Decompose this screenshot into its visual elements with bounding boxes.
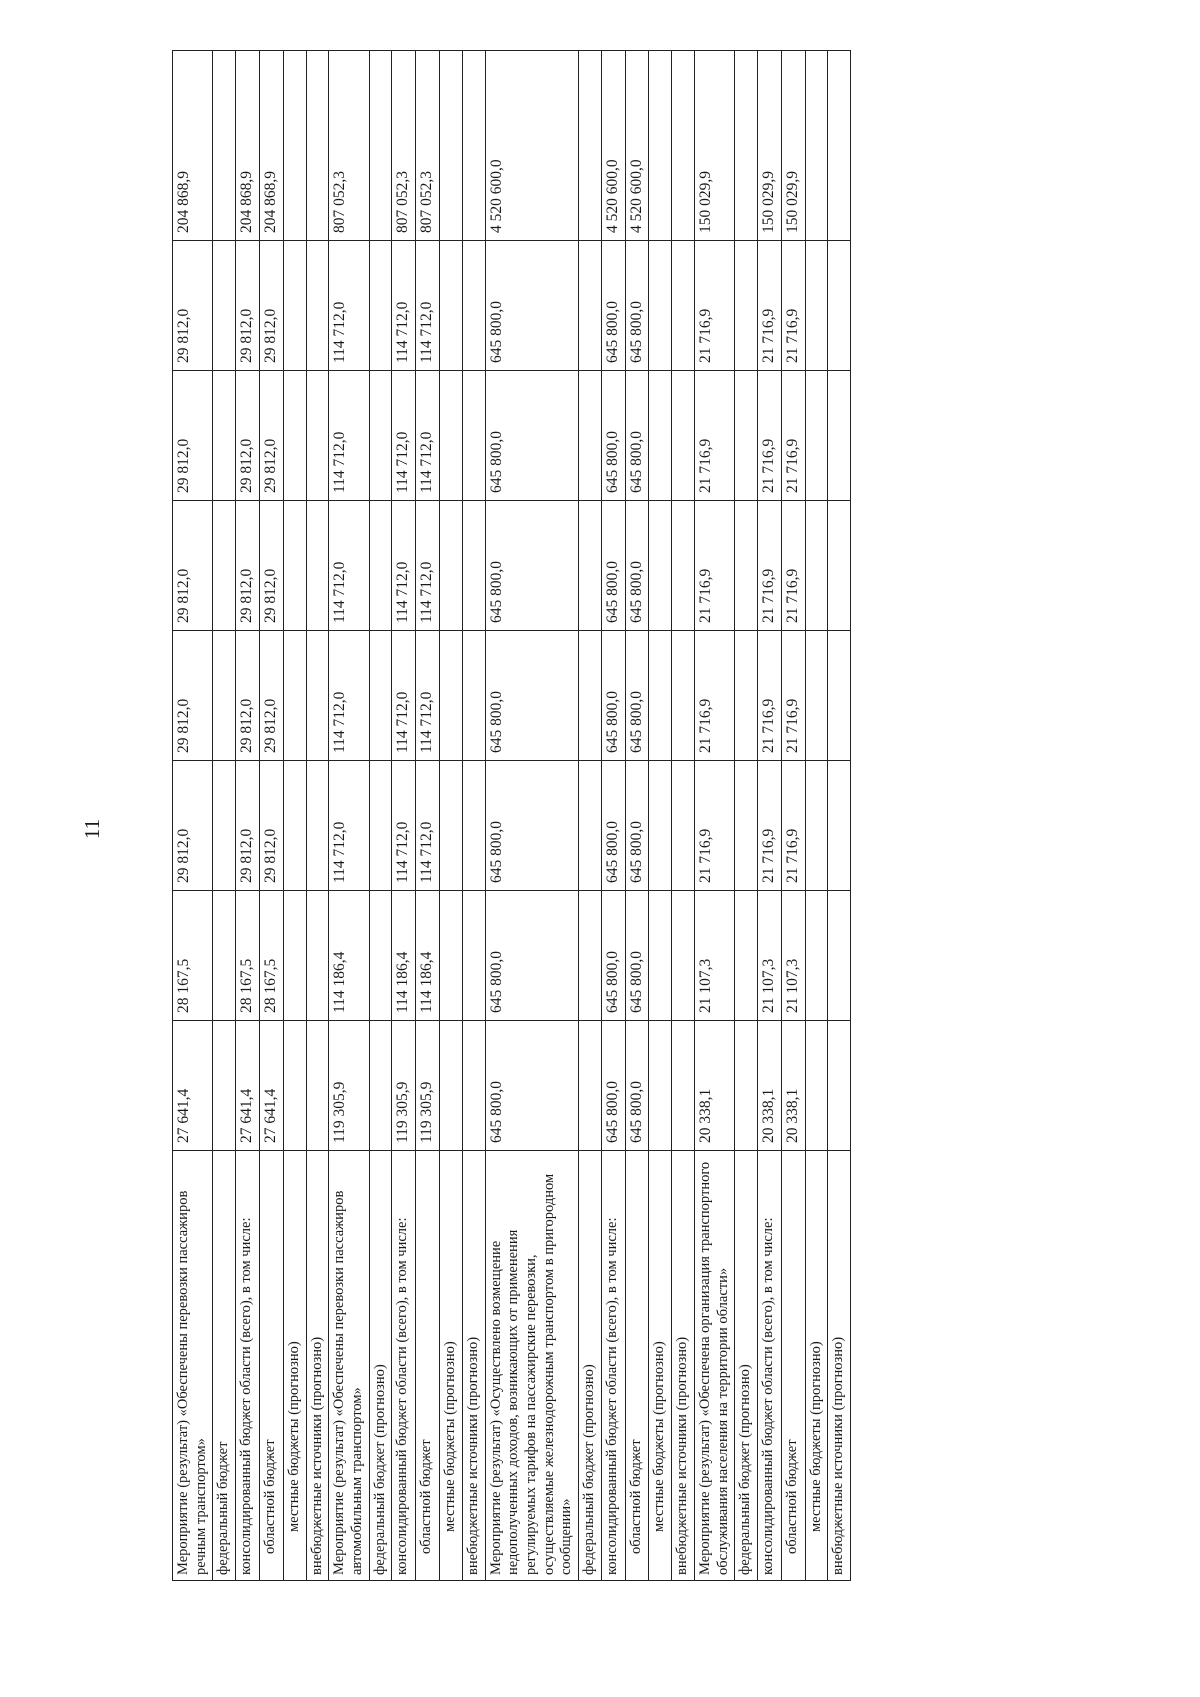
row-label: областной бюджет [416,1151,440,1581]
value-cell [649,1021,672,1151]
value-cell [283,371,306,501]
value-cell [672,891,695,1021]
table-row [649,51,672,1581]
total-cell: 150 029,9 [757,51,781,241]
total-cell: 807 052,3 [329,51,369,241]
value-cell: 119 305,9 [392,1021,416,1151]
value-cell: 20 338,1 [757,1021,781,1151]
value-cell [578,1021,601,1151]
table-row [805,51,828,1581]
row-label: внебюджетные источники (прогнозно) [672,1151,695,1581]
total-cell: 204 868,9 [236,51,260,241]
value-cell [440,241,463,371]
row-label: Мероприятие (результат) «Обеспечены перевозки пассажиров речным транспортом» [173,1151,213,1581]
value-cell [369,891,392,1021]
table-row [283,51,306,1581]
value-cell: 645 800,0 [625,371,649,501]
value-cell: 29 812,0 [173,761,213,891]
value-cell: 29 812,0 [236,631,260,761]
value-cell [306,241,329,371]
value-cell [306,501,329,631]
value-cell [306,1021,329,1151]
table-row [694,51,734,1581]
value-cell [578,891,601,1021]
value-cell [213,1021,236,1151]
value-cell: 114 712,0 [329,371,369,501]
row-label: внебюджетные источники (прогнозно) [462,1151,485,1581]
value-cell [649,241,672,371]
table-row [173,51,213,1581]
value-cell: 21 716,9 [757,501,781,631]
value-cell [805,1021,828,1151]
table-row [625,51,649,1581]
total-cell: 807 052,3 [392,51,416,241]
value-cell: 114 712,0 [329,761,369,891]
value-cell [213,241,236,371]
value-cell: 29 812,0 [259,371,283,501]
value-cell: 21 716,9 [781,241,805,371]
value-cell [369,761,392,891]
total-cell: 807 052,3 [416,51,440,241]
table-row [672,51,695,1581]
table-row [757,51,781,1581]
value-cell [805,501,828,631]
value-cell [440,631,463,761]
value-cell [805,371,828,501]
value-cell [735,891,758,1021]
value-cell: 29 812,0 [236,761,260,891]
row-label: федеральный бюджет (прогнозно) [578,1151,601,1581]
value-cell: 29 812,0 [259,241,283,371]
value-cell [672,631,695,761]
row-label: областной бюджет [259,1151,283,1581]
value-cell: 20 338,1 [781,1021,805,1151]
value-cell: 114 712,0 [392,761,416,891]
table-row [416,51,440,1581]
value-cell [828,501,851,631]
value-cell [828,631,851,761]
value-cell: 29 812,0 [236,241,260,371]
row-label: местные бюджеты (прогнозно) [805,1151,828,1581]
table-row [601,51,625,1581]
row-label: федеральный бюджет [213,1151,236,1581]
budget-table [172,50,851,1581]
value-cell [440,371,463,501]
value-cell: 29 812,0 [173,371,213,501]
value-cell [672,761,695,891]
value-cell [283,501,306,631]
value-cell [440,761,463,891]
row-label: Мероприятие (результат) «Обеспечены перевозки пассажиров автомобильным транспортом» [329,1151,369,1581]
total-cell: 150 029,9 [781,51,805,241]
row-label: местные бюджеты (прогнозно) [649,1151,672,1581]
value-cell: 21 716,9 [757,371,781,501]
total-cell: 4 520 600,0 [601,51,625,241]
value-cell [283,1021,306,1151]
value-cell: 21 716,9 [781,371,805,501]
table-row [392,51,416,1581]
value-cell: 28 167,5 [173,891,213,1021]
page-number: 11 [80,818,104,840]
table-row [735,51,758,1581]
value-cell: 645 800,0 [485,241,578,371]
value-cell [283,631,306,761]
value-cell [462,241,485,371]
value-cell [369,371,392,501]
value-cell: 114 712,0 [329,241,369,371]
value-cell: 21 107,3 [757,891,781,1021]
value-cell: 114 712,0 [392,501,416,631]
value-cell [462,631,485,761]
value-cell: 21 107,3 [781,891,805,1021]
row-label: Мероприятие (результат) «Осуществлено возмещение недополученных доходов, возникающих от применения регулируемых тарифов на пассажирские перевозки, осуществляемые железнодорожным транспортом в пригородном сообщении» [485,1151,578,1581]
value-cell [283,761,306,891]
table-row [440,51,463,1581]
value-cell: 27 641,4 [236,1021,260,1151]
value-cell [462,1021,485,1151]
value-cell: 21 716,9 [694,241,734,371]
table-body [173,51,851,1581]
value-cell [306,371,329,501]
total-cell [440,51,463,241]
value-cell [462,891,485,1021]
value-cell [672,1021,695,1151]
value-cell: 645 800,0 [601,241,625,371]
value-cell [440,891,463,1021]
total-cell [462,51,485,241]
value-cell: 114 186,4 [392,891,416,1021]
value-cell [213,761,236,891]
value-cell [462,761,485,891]
value-cell [462,501,485,631]
value-cell [828,241,851,371]
table-row [781,51,805,1581]
value-cell [306,761,329,891]
value-cell: 114 712,0 [392,371,416,501]
value-cell [828,891,851,1021]
value-cell: 114 712,0 [329,631,369,761]
value-cell: 28 167,5 [259,891,283,1021]
table-row [828,51,851,1581]
total-cell: 204 868,9 [173,51,213,241]
value-cell: 645 800,0 [601,631,625,761]
row-label: консолидированный бюджет области (всего), в том числе: [757,1151,781,1581]
value-cell: 29 812,0 [259,631,283,761]
value-cell: 645 800,0 [625,501,649,631]
row-label: областной бюджет [625,1151,649,1581]
value-cell: 645 800,0 [601,371,625,501]
table-row [329,51,369,1581]
value-cell: 114 186,4 [329,891,369,1021]
total-cell [369,51,392,241]
total-cell: 4 520 600,0 [625,51,649,241]
row-label: федеральный бюджет (прогнозно) [369,1151,392,1581]
value-cell: 28 167,5 [236,891,260,1021]
value-cell [649,891,672,1021]
value-cell: 21 716,9 [694,631,734,761]
value-cell [283,241,306,371]
value-cell: 645 800,0 [485,631,578,761]
value-cell: 114 712,0 [416,761,440,891]
value-cell [213,891,236,1021]
value-cell [735,371,758,501]
value-cell: 21 716,9 [757,241,781,371]
value-cell [578,371,601,501]
value-cell [283,891,306,1021]
value-cell: 21 716,9 [781,501,805,631]
row-label: местные бюджеты (прогнозно) [283,1151,306,1581]
value-cell: 645 800,0 [601,891,625,1021]
value-cell [735,501,758,631]
value-cell: 29 812,0 [259,761,283,891]
value-cell [440,501,463,631]
value-cell: 645 800,0 [601,1021,625,1151]
total-cell: 4 520 600,0 [485,51,578,241]
value-cell: 21 716,9 [694,371,734,501]
row-label: федеральный бюджет (прогнозно) [735,1151,758,1581]
value-cell: 29 812,0 [173,631,213,761]
row-label: внебюджетные источники (прогнозно) [828,1151,851,1581]
value-cell [735,631,758,761]
value-cell: 645 800,0 [485,501,578,631]
total-cell: 150 029,9 [694,51,734,241]
value-cell [649,371,672,501]
value-cell: 21 716,9 [694,501,734,631]
row-label: консолидированный бюджет области (всего), в том числе: [236,1151,260,1581]
total-cell [306,51,329,241]
table-row [485,51,578,1581]
total-cell [578,51,601,241]
value-cell: 21 716,9 [757,631,781,761]
value-cell: 119 305,9 [329,1021,369,1151]
total-cell: 204 868,9 [259,51,283,241]
value-cell [828,1021,851,1151]
total-cell [672,51,695,241]
value-cell [462,371,485,501]
value-cell [213,501,236,631]
row-label: консолидированный бюджет области (всего), в том числе: [601,1151,625,1581]
value-cell: 645 800,0 [625,631,649,761]
value-cell: 114 712,0 [416,501,440,631]
value-cell [306,631,329,761]
value-cell [805,631,828,761]
total-cell [828,51,851,241]
table-row [259,51,283,1581]
value-cell: 114 186,4 [416,891,440,1021]
value-cell: 645 800,0 [601,761,625,891]
value-cell: 114 712,0 [392,631,416,761]
value-cell: 21 716,9 [757,761,781,891]
value-cell [735,1021,758,1151]
value-cell: 645 800,0 [625,891,649,1021]
table-row [369,51,392,1581]
value-cell [213,371,236,501]
total-cell [283,51,306,241]
table-row [236,51,260,1581]
value-cell: 29 812,0 [236,501,260,631]
value-cell: 119 305,9 [416,1021,440,1151]
value-cell [369,1021,392,1151]
value-cell: 29 812,0 [259,501,283,631]
value-cell: 29 812,0 [236,371,260,501]
value-cell: 21 716,9 [781,761,805,891]
row-label: внебюджетные источники (прогнозно) [306,1151,329,1581]
value-cell: 114 712,0 [416,631,440,761]
total-cell [213,51,236,241]
value-cell [649,631,672,761]
value-cell [213,631,236,761]
value-cell: 21 716,9 [781,631,805,761]
row-label: Мероприятие (результат) «Обеспечена организация транспортного обслуживания населения на территории области» [694,1151,734,1581]
row-label: местные бюджеты (прогнозно) [440,1151,463,1581]
value-cell [369,631,392,761]
value-cell [805,241,828,371]
value-cell [735,761,758,891]
total-cell [805,51,828,241]
value-cell: 114 712,0 [416,371,440,501]
row-label: областной бюджет [781,1151,805,1581]
value-cell [649,501,672,631]
value-cell [578,761,601,891]
value-cell [369,241,392,371]
value-cell [672,501,695,631]
value-cell: 645 800,0 [485,761,578,891]
value-cell [440,1021,463,1151]
value-cell [649,761,672,891]
value-cell: 114 712,0 [416,241,440,371]
value-cell [828,371,851,501]
table-row [213,51,236,1581]
row-label: консолидированный бюджет области (всего), в том числе: [392,1151,416,1581]
value-cell: 21 107,3 [694,891,734,1021]
value-cell [578,631,601,761]
value-cell [805,891,828,1021]
table-row [306,51,329,1581]
value-cell [672,371,695,501]
value-cell [578,241,601,371]
table-row [462,51,485,1581]
value-cell [828,761,851,891]
value-cell: 645 800,0 [485,1021,578,1151]
value-cell: 645 800,0 [625,241,649,371]
value-cell [306,891,329,1021]
value-cell [735,241,758,371]
value-cell [578,501,601,631]
value-cell [672,241,695,371]
value-cell: 114 712,0 [329,501,369,631]
table-row [578,51,601,1581]
value-cell: 645 800,0 [485,891,578,1021]
value-cell: 27 641,4 [173,1021,213,1151]
value-cell: 20 338,1 [694,1021,734,1151]
value-cell [369,501,392,631]
total-cell [649,51,672,241]
value-cell: 645 800,0 [625,761,649,891]
value-cell: 114 712,0 [392,241,416,371]
value-cell: 27 641,4 [259,1021,283,1151]
value-cell: 645 800,0 [601,501,625,631]
value-cell: 29 812,0 [173,241,213,371]
value-cell: 645 800,0 [485,371,578,501]
total-cell [735,51,758,241]
value-cell: 29 812,0 [173,501,213,631]
value-cell: 21 716,9 [694,761,734,891]
value-cell [805,761,828,891]
value-cell: 645 800,0 [625,1021,649,1151]
